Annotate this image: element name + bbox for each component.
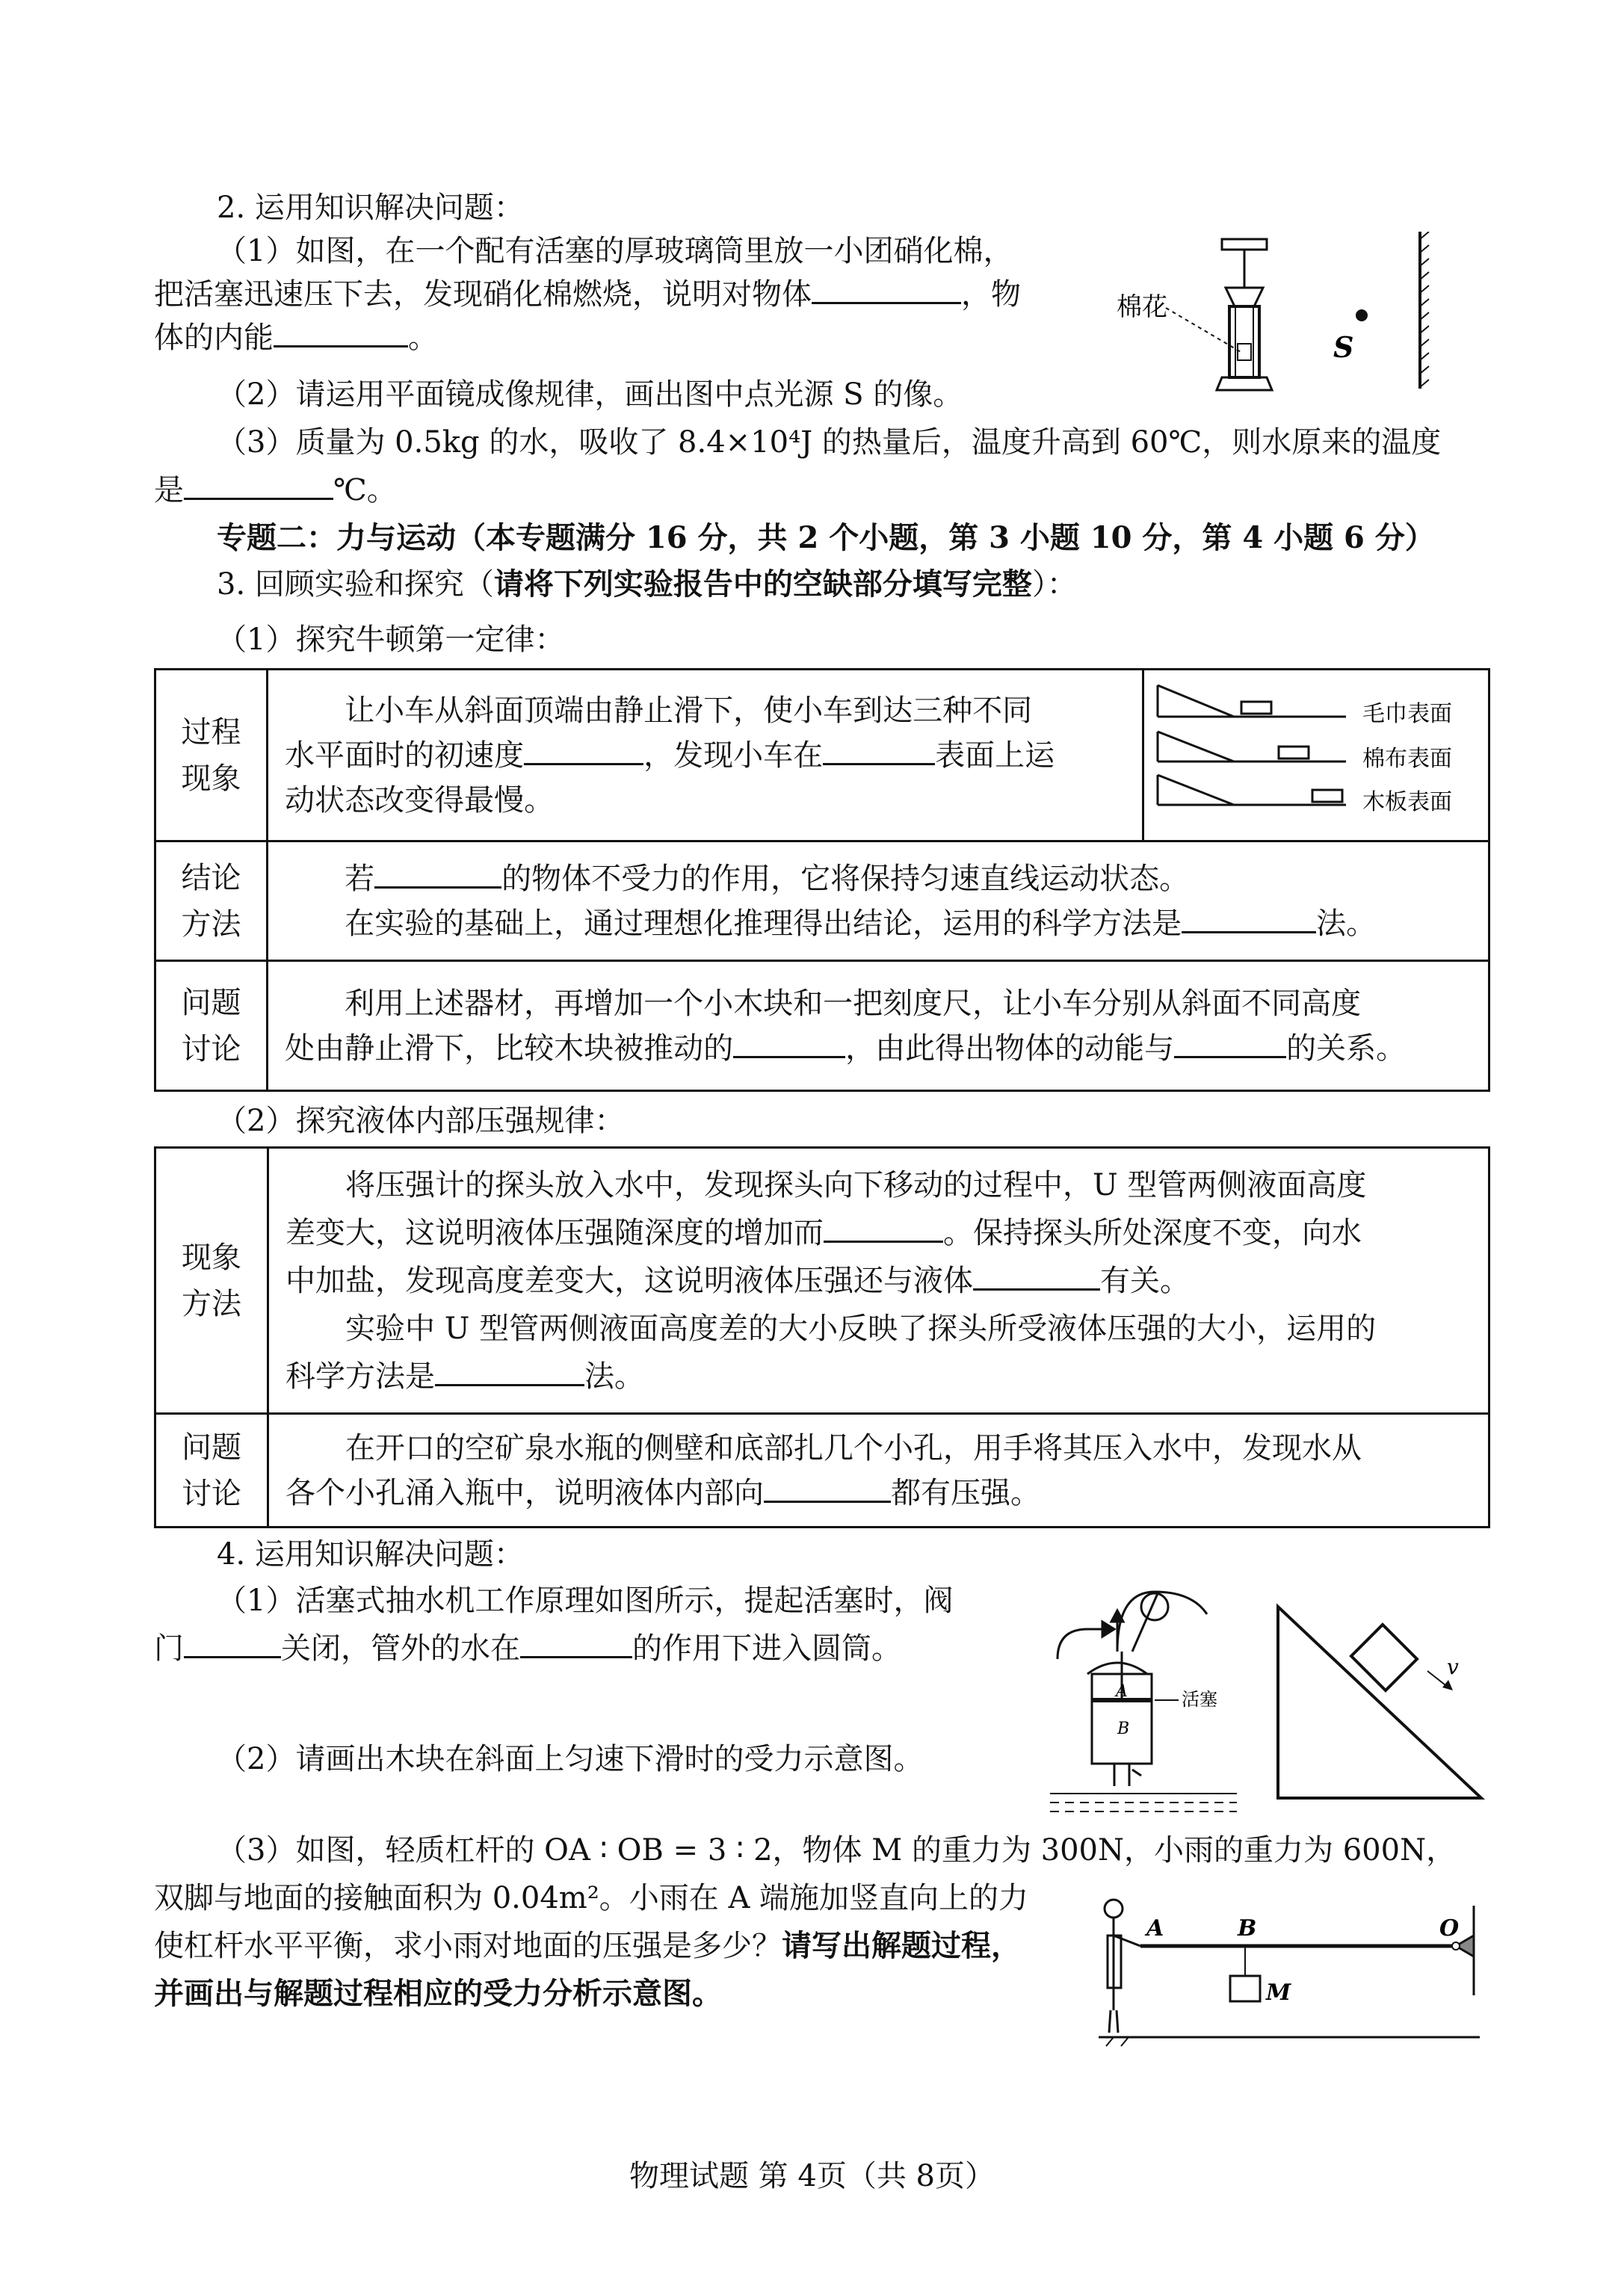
q3-sub1: （1）探究牛顿第一定律： xyxy=(217,623,565,657)
conclusion-cell: 若 的物体不受力的作用，它将保持匀速直线运动状态。 在实验的基础上，通过理想化推理得出结论，运用的科学方法是 法。 xyxy=(268,841,1489,961)
row-label: 过程现象 xyxy=(155,670,268,841)
answer-blank[interactable] xyxy=(1182,906,1316,933)
q4-part3-line4: 并画出与解题过程相应的受力分析示意图。 xyxy=(154,1976,722,2011)
piston-pump-figure xyxy=(1043,1577,1259,1823)
glass-cylinder-figure xyxy=(1084,224,1308,404)
q3-sub2: （2）探究液体内部压强规律： xyxy=(217,1104,625,1138)
row-label: 问题讨论 xyxy=(155,1414,268,1528)
piston-label: 活塞 xyxy=(1182,1689,1217,1710)
page-footer: 物理试题 第 4页（共 8页） xyxy=(629,2159,995,2193)
answer-blank[interactable] xyxy=(764,1475,891,1503)
answer-blank[interactable] xyxy=(812,277,961,304)
q4-heading: 4. 运用知识解决问题： xyxy=(217,1537,524,1572)
answer-blank[interactable] xyxy=(184,1631,281,1658)
q3-heading: 3. 回顾实验和探究（请将下列实验报告中的空缺部分填写完整）： xyxy=(217,566,1077,602)
answer-blank[interactable] xyxy=(823,738,935,765)
topic-title: 专题二：力与运动（本专题满分 16 分，共 2 个小题，第 3 小题 10 分，第 4 小题 6 分） xyxy=(217,520,1435,555)
surface-label: 棉布表面 xyxy=(1362,746,1452,772)
answer-blank[interactable] xyxy=(520,1631,632,1658)
velocity-label: v xyxy=(1447,1655,1459,1679)
s-label: S xyxy=(1333,330,1354,364)
answer-blank[interactable] xyxy=(374,861,501,889)
q2-part3-line2: 是 ℃。 xyxy=(154,473,397,507)
q4-part2: （2）请画出木块在斜面上匀速下滑时的受力示意图。 xyxy=(217,1742,924,1776)
answer-blank[interactable] xyxy=(824,1215,943,1243)
point-o-label: O xyxy=(1439,1915,1460,1942)
answer-blank[interactable] xyxy=(973,1263,1100,1291)
table-row xyxy=(155,1414,1489,1528)
q2-part2: （2）请运用平面镜成像规律，画出图中点光源 S 的像。 xyxy=(217,377,963,412)
row-label: 结论方法 xyxy=(155,841,268,961)
lever-figure xyxy=(1091,1891,1487,2055)
liquid-pressure-table xyxy=(154,1146,1490,1528)
newton-law-table xyxy=(154,668,1490,1092)
incline-figure-cell xyxy=(1143,670,1489,841)
incline-surfaces-figure xyxy=(1144,670,1488,827)
incline-block-figure xyxy=(1271,1599,1487,1808)
mirror-figure xyxy=(1308,232,1457,396)
point-source-s xyxy=(1356,309,1368,321)
point-b-label: B xyxy=(1238,1915,1257,1942)
q2-part1-line3: 体的内能 。 xyxy=(154,321,438,355)
answer-blank[interactable] xyxy=(733,1031,845,1058)
row-label: 现象方法 xyxy=(155,1148,268,1414)
q2-part1-line1: （1）如图，在一个配有活塞的厚玻璃筒里放一小团硝化棉， xyxy=(217,234,1013,268)
table-row xyxy=(155,1148,1489,1414)
answer-blank[interactable] xyxy=(274,320,408,348)
surface-label: 毛巾表面 xyxy=(1362,701,1452,727)
answer-blank[interactable] xyxy=(524,738,643,765)
table-row xyxy=(155,670,1489,841)
q4-part1-line1: （1）活塞式抽水机工作原理如图所示，提起活塞时，阀 xyxy=(217,1584,954,1618)
q4-part3-line1: （3）如图，轻质杠杆的 OA ∶ OB = 3 ∶ 2，物体 M 的重力为 300N，小雨的重力为 600N， xyxy=(217,1833,1457,1868)
cotton-label: 棉花 xyxy=(1117,292,1167,322)
discussion-cell: 在开口的空矿泉水瓶的侧壁和底部扎几个小孔，用手将其压入水中，发现水从 各个小孔涌入瓶中，说明液体内部向 都有压强。 xyxy=(268,1414,1489,1528)
discussion-cell: 利用上述器材，再增加一个小木块和一把刻度尺，让小车分别从斜面不同高度 处由静止滑下，比较木块被推动的 ，由此得出物体的动能与 的关系。 xyxy=(268,961,1489,1091)
q4-part3-line2: 双脚与地面的接触面积为 0.04m²。小雨在 A 端施加竖直向上的力 xyxy=(154,1881,1029,1915)
valve-a-label: A xyxy=(1116,1682,1128,1701)
surface-label: 木板表面 xyxy=(1362,789,1452,815)
phenomenon-cell: 将压强计的探头放入水中，发现探头向下移动的过程中，U 型管两侧液面高度 差变大，这说明液体压强随深度的增加而 。保持探头所处深度不变，向水 中加盐，发现高度差变大，这说明液体压强还与液体 有关。 实验中 U 型管两侧液面高度差的大小反映了探头所受液体压强的大小，运用的 科学方法是 法。 xyxy=(268,1148,1489,1414)
answer-blank[interactable] xyxy=(184,472,333,500)
table-row xyxy=(155,961,1489,1091)
q2-part3-line1: （3）质量为 0.5kg 的水，吸收了 8.4×10⁴J 的热量后，温度升高到 60℃，则水原来的温度 xyxy=(217,425,1442,460)
point-a-label: A xyxy=(1146,1915,1164,1942)
q4-part1-line2: 门 关闭，管外的水在 的作用下进入圆筒。 xyxy=(154,1631,901,1666)
row-label: 问题讨论 xyxy=(155,961,268,1091)
q4-part3-line3: 使杠杆水平平衡，求小雨对地面的压强是多少？请写出解题过程， xyxy=(154,1928,1021,1963)
mass-m-label: M xyxy=(1266,1980,1291,2006)
answer-blank[interactable] xyxy=(1174,1031,1286,1058)
valve-b-label: B xyxy=(1117,1720,1130,1738)
process-cell: 让小车从斜面顶端由静止滑下，使小车到达三种不同 水平面时的初速度 ，发现小车在 表面上运 动状态改变得最慢。 xyxy=(268,670,1143,841)
q2-heading: 2. 运用知识解决问题： xyxy=(217,191,524,225)
table-row xyxy=(155,841,1489,961)
q2-part1-line2: 把活塞迅速压下去，发现硝化棉燃烧，说明对物体 ，物 xyxy=(154,277,1021,312)
answer-blank[interactable] xyxy=(435,1359,584,1386)
